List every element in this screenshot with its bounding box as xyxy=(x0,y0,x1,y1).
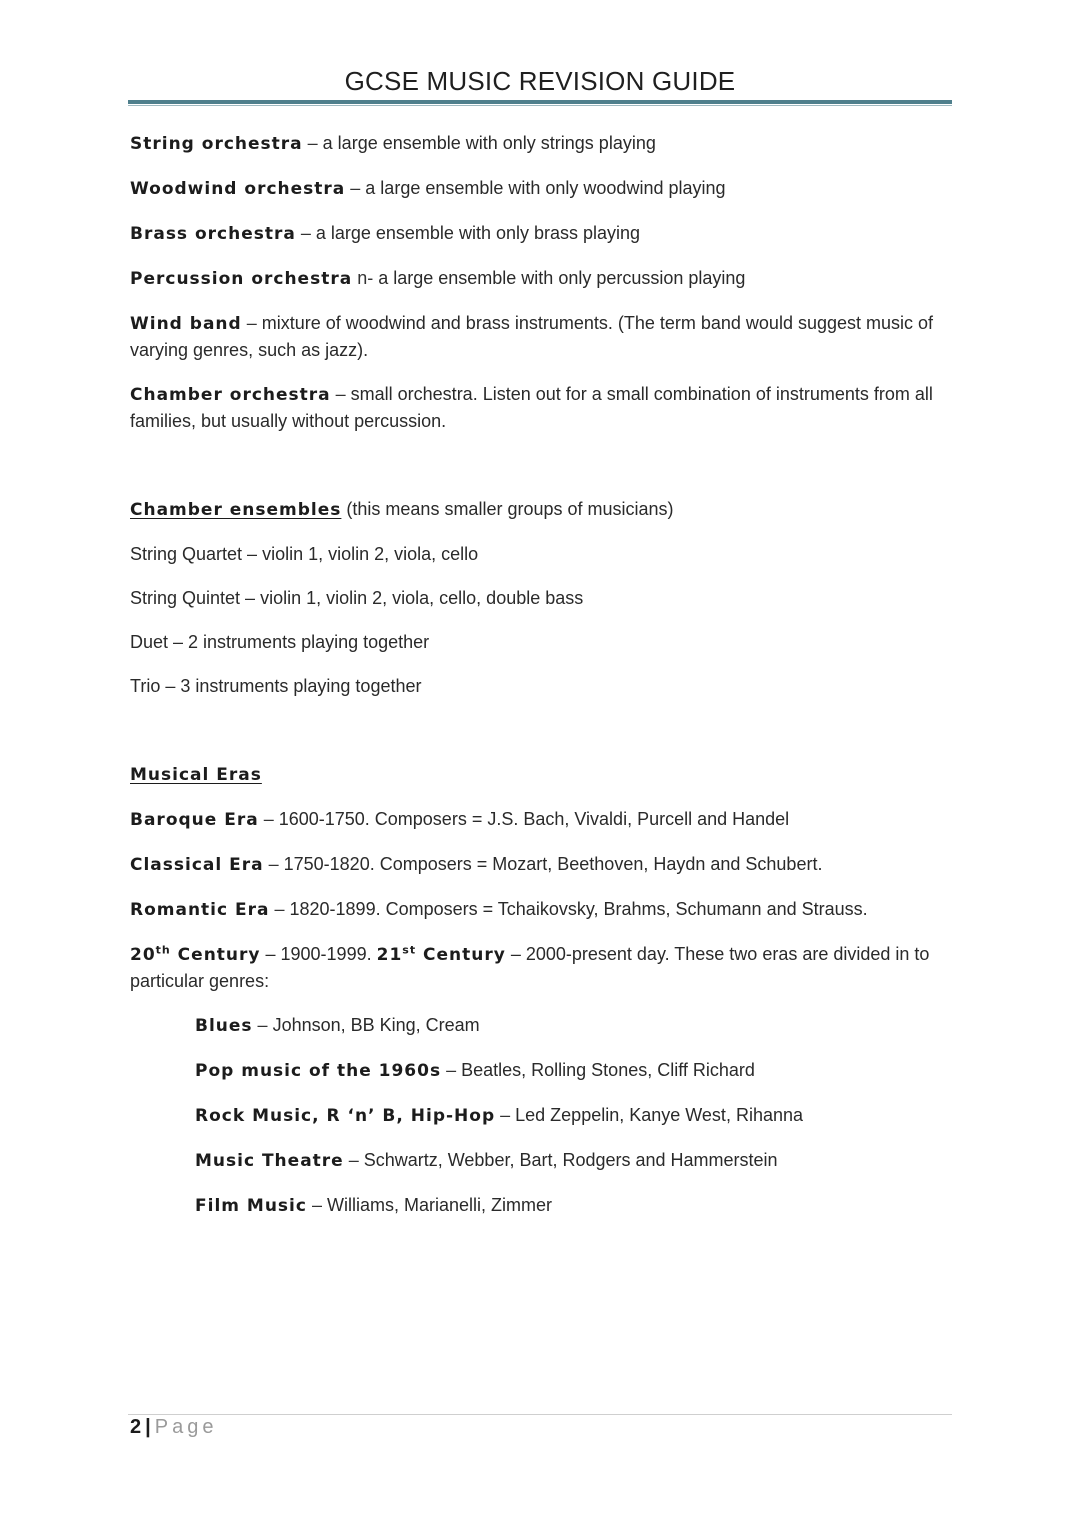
separator: n- xyxy=(352,268,379,288)
page-footer xyxy=(130,1416,217,1439)
genre-artists: Schwartz, Webber, Bart, Rodgers and Hammerstein xyxy=(363,1150,778,1170)
era-term: Classical Era xyxy=(130,855,264,875)
genre-entry-rock xyxy=(130,1102,950,1129)
orchestra-entry-wind-band xyxy=(130,310,950,363)
chamber-ensembles-heading: Chamber ensembles xyxy=(130,500,342,520)
genre-artists: Williams, Marianelli, Zimmer xyxy=(326,1195,552,1215)
era-entry-classical xyxy=(130,851,950,878)
page-word: Page xyxy=(154,1416,218,1438)
separator: – xyxy=(295,223,316,243)
separator: – xyxy=(495,1105,516,1125)
separator: – xyxy=(330,384,351,404)
page-separator-bar: | xyxy=(145,1416,151,1438)
separator: – xyxy=(441,1060,462,1080)
section-gap xyxy=(130,717,950,761)
genre-term: Pop music of the 1960s xyxy=(195,1061,442,1081)
genre-artists: Beatles, Rolling Stones, Cliff Richard xyxy=(461,1060,755,1080)
chamber-item: Trio – 3 instruments playing together xyxy=(130,676,422,696)
orchestra-description: small orchestra. Listen out for a small combination of instruments from all families, but usually without percussion. xyxy=(130,384,933,431)
era-description: – 2000-present day. These two eras are divided in to particular genres: xyxy=(130,944,930,991)
orchestra-entry-string xyxy=(130,130,950,157)
era-description: 1750-1820. Composers = Mozart, Beethoven, Haydn and Schubert. xyxy=(283,854,823,874)
genre-term: Film Music xyxy=(195,1196,307,1216)
page-header-title: GCSE MUSIC REVISION GUIDE xyxy=(344,66,736,96)
chamber-ensembles-heading-line xyxy=(130,496,950,523)
era-term: Romantic Era xyxy=(130,900,270,920)
header-rule-thin xyxy=(128,105,952,106)
genre-entry-blues xyxy=(130,1012,950,1039)
era-description: 1820-1899. Composers = Tchaikovsky, Brahms, Schumann and Strauss. xyxy=(289,899,868,919)
footer-rule xyxy=(128,1414,952,1415)
orchestra-term: Chamber orchestra xyxy=(130,385,331,405)
separator: – xyxy=(263,854,284,874)
era-description: 1600-1750. Composers = J.S. Bach, Vivaldi, Purcell and Handel xyxy=(278,809,790,829)
century-number: 21 xyxy=(376,945,403,965)
orchestra-entry-percussion xyxy=(130,265,950,292)
century-word: Century xyxy=(170,945,261,965)
separator: – xyxy=(258,809,279,829)
musical-eras-heading-line xyxy=(130,761,950,788)
orchestra-term: Wind band xyxy=(130,314,242,334)
separator: – xyxy=(343,1150,364,1170)
orchestra-description: a large ensemble with only brass playing xyxy=(315,223,641,243)
orchestra-entry-woodwind xyxy=(130,175,950,202)
genre-entry-film-music xyxy=(130,1192,950,1219)
orchestra-description: a large ensemble with only woodwind playing xyxy=(365,178,726,198)
musical-eras-heading: Musical Eras xyxy=(130,765,262,785)
chamber-item: String Quartet – violin 1, violin 2, viola, cello xyxy=(130,544,479,564)
era-entry-romantic xyxy=(130,896,950,923)
orchestra-entry-brass xyxy=(130,220,950,247)
orchestra-description: a large ensemble with only strings playing xyxy=(322,133,656,153)
chamber-item: Duet – 2 instruments playing together xyxy=(130,632,430,652)
century-number: 20 xyxy=(130,945,156,965)
orchestra-description: mixture of woodwind and brass instruments. (The term band would suggest music of varying genres, such as jazz). xyxy=(130,313,934,360)
chamber-item: String Quintet – violin 1, violin 2, viola, cello, double bass xyxy=(130,588,584,608)
separator: – xyxy=(302,133,323,153)
genre-term: Blues xyxy=(195,1016,253,1036)
genre-artists: Johnson, BB King, Cream xyxy=(272,1015,480,1035)
header-rule xyxy=(128,100,952,104)
separator: – xyxy=(252,1015,273,1035)
page-number: 2 xyxy=(130,1416,142,1438)
era-term-21st xyxy=(377,945,506,965)
orchestra-term: Percussion orchestra xyxy=(130,269,353,289)
separator: – xyxy=(345,178,366,198)
separator: – xyxy=(306,1195,327,1215)
genre-term: Rock Music, R ‘n’ B, Hip-Hop xyxy=(195,1106,496,1126)
orchestra-term: Woodwind orchestra xyxy=(130,179,346,199)
era-entry-modern xyxy=(130,941,950,994)
page-content xyxy=(130,130,950,1237)
separator: – xyxy=(241,313,262,333)
ordinal-suffix: th xyxy=(155,943,171,957)
orchestra-entry-chamber xyxy=(130,381,950,434)
ordinal-suffix: st xyxy=(402,943,417,957)
genre-entry-pop xyxy=(130,1057,950,1084)
chamber-ensembles-note: (this means smaller groups of musicians) xyxy=(341,499,674,519)
genre-artists: Led Zeppelin, Kanye West, Rihanna xyxy=(515,1105,803,1125)
century-word: Century xyxy=(416,945,506,965)
era-description: – 1900-1999. xyxy=(260,944,377,964)
section-gap xyxy=(130,452,950,496)
orchestra-description: a large ensemble with only percussion playing xyxy=(378,268,746,288)
era-term: Baroque Era xyxy=(130,810,259,830)
genre-entry-music-theatre xyxy=(130,1147,950,1174)
orchestra-term: String orchestra xyxy=(130,134,303,154)
genre-term: Music Theatre xyxy=(195,1151,344,1171)
separator: – xyxy=(269,899,290,919)
era-term-20th xyxy=(130,945,261,965)
era-entry-baroque xyxy=(130,806,950,833)
orchestra-term: Brass orchestra xyxy=(130,224,296,244)
